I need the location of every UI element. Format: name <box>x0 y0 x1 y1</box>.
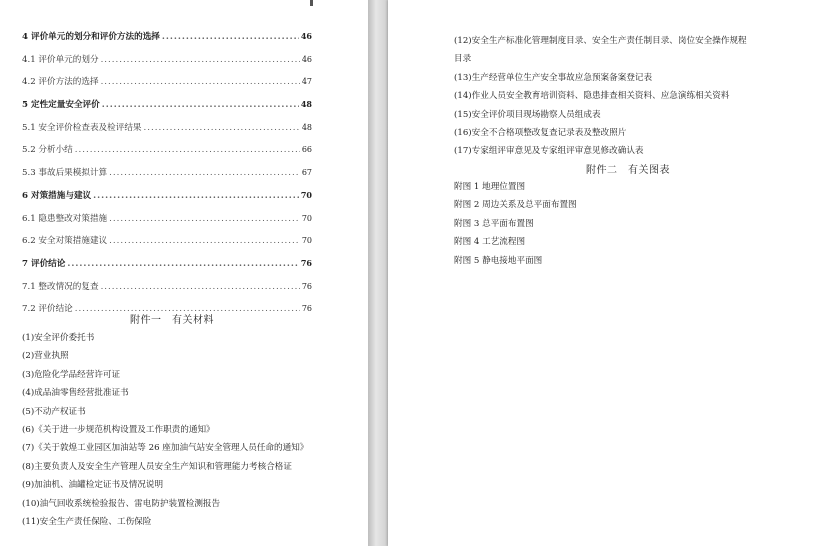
toc-entry-title: 4.1 评价单元的划分 <box>22 54 99 65</box>
attachment-item: (15)安全评价项目现场勘察人员组成表 <box>454 109 601 120</box>
figure-item: 附图 2 周边关系及总平面布置图 <box>454 200 577 211</box>
toc-entry-page: 76 <box>301 281 312 291</box>
toc-entry <box>22 189 312 212</box>
attachment-item: (2)营业执照 <box>22 351 69 362</box>
toc-entry-page: 46 <box>301 54 312 64</box>
toc-entry-page: 48 <box>301 122 312 132</box>
attachment1-list-continued <box>454 32 774 161</box>
attachment-item: (13)生产经营单位生产安全事故应急预案备案登记表 <box>454 72 653 83</box>
toc-entry-page: 67 <box>301 168 312 178</box>
toc-entry-title: 5.1 安全评价检查表及检评结果 <box>22 122 142 133</box>
toc-leader-dots <box>67 259 299 269</box>
toc-entry <box>22 30 312 53</box>
toc-leader-dots <box>162 32 299 42</box>
toc-entry-title: 4.2 评价方法的选择 <box>22 77 99 88</box>
page-edge-mark <box>310 0 313 6</box>
toc-entry-title: 6 对策措施与建议 <box>22 190 92 201</box>
toc-entry-page: 46 <box>300 31 312 41</box>
figure-item: 附图 4 工艺流程图 <box>454 237 526 248</box>
page-gutter <box>368 0 388 546</box>
table-of-contents <box>22 30 312 325</box>
toc-leader-dots <box>102 100 299 110</box>
document-page-left <box>0 0 368 546</box>
attachment-item: (8)主要负责人及安全生产管理人员安全生产知识和管理能力考核合格证 <box>22 461 292 472</box>
figure-item: 附图 5 静电接地平面图 <box>454 255 543 266</box>
attachment-item: (1)安全评价委托书 <box>22 333 95 343</box>
attachment1-list <box>22 329 308 531</box>
toc-entry <box>22 166 312 189</box>
toc-entry <box>22 75 312 98</box>
toc-leader-dots <box>144 123 300 133</box>
toc-leader-dots <box>101 77 300 87</box>
attachment2-title: 附件二 有关图表 <box>586 165 670 176</box>
attachment-item: (12)安全生产标准化管理制度目录、安全生产责任制目录、岗位安全操作规程 <box>454 36 747 46</box>
toc-entry-page: 47 <box>301 77 312 87</box>
toc-leader-dots <box>101 55 300 65</box>
figure-item: 附图 3 总平面布置图 <box>454 218 534 229</box>
toc-entry-title: 6.1 隐患整改对策措施 <box>22 213 108 224</box>
attachment-item: (14)作业人员安全教育培训资料、隐患排查相关资料、应急演练相关资料 <box>454 91 730 102</box>
attachment-item: (9)加油机、油罐检定证书及情况说明 <box>22 480 164 491</box>
toc-entry-title: 5.2 分析小结 <box>22 145 73 156</box>
toc-entry-page: 70 <box>300 189 312 200</box>
toc-entry <box>22 257 312 280</box>
toc-leader-dots <box>109 214 300 224</box>
toc-entry-page: 70 <box>301 213 312 223</box>
figure-item: 附图 1 地理位置图 <box>454 182 526 192</box>
toc-leader-dots <box>109 168 300 178</box>
toc-entry-title: 7.1 整改情况的复查 <box>22 281 99 292</box>
toc-entry <box>22 212 312 235</box>
toc-entry <box>22 98 312 121</box>
toc-leader-dots <box>75 145 300 155</box>
toc-entry-title: 5.3 事故后果模拟计算 <box>22 168 108 179</box>
document-page-right <box>388 0 814 546</box>
toc-leader-dots <box>93 191 299 201</box>
attachment-item: (7)《关于敦煌工业园区加油站等 26 座加油气站安全管理人员任命的通知》 <box>22 443 309 454</box>
toc-entry-title: 6.2 安全对策措施建议 <box>22 236 108 247</box>
attachment-item: (4)成品油零售经营批准证书 <box>22 388 129 399</box>
attachment2-list <box>454 178 577 270</box>
toc-entry-title: 7 评价结论 <box>22 258 66 269</box>
toc-entry-page: 48 <box>300 99 312 110</box>
toc-entry <box>22 121 312 144</box>
attachment-item: (10)油气回收系统检验报告、雷电防护装置检测报告 <box>22 498 221 509</box>
toc-entry <box>22 280 312 303</box>
toc-entry-title: 7.2 评价结论 <box>22 304 73 315</box>
toc-entry-page: 76 <box>300 257 312 268</box>
toc-leader-dots <box>109 236 300 246</box>
attachment-item: 目录 <box>454 54 472 65</box>
toc-entry-page: 66 <box>301 145 312 155</box>
attachment-item: (5)不动产权证书 <box>22 406 86 417</box>
toc-entry <box>22 234 312 257</box>
toc-entry-title: 4 评价单元的划分和评价方法的选择 <box>22 32 160 42</box>
toc-entry-page: 70 <box>301 236 312 246</box>
attachment-item: (16)安全不合格项整改复查记录表及整改照片 <box>454 127 627 138</box>
attachment-item: (3)危险化学品经营许可证 <box>22 369 121 380</box>
attachment-item: (11)安全生产责任保险、工伤保险 <box>22 516 152 527</box>
attachment-item: (6)《关于进一步规范机构设置及工作职责的通知》 <box>22 424 215 435</box>
toc-leader-dots <box>101 282 300 292</box>
toc-entry <box>22 53 312 76</box>
attachment1-title: 附件一 有关材料 <box>130 315 214 326</box>
attachment-item: (17)专家组评审意见及专家组评审意见修改确认表 <box>454 146 644 157</box>
toc-entry <box>22 143 312 166</box>
toc-entry-page: 76 <box>301 304 312 314</box>
toc-entry-title: 5 定性定量安全评价 <box>22 100 100 111</box>
